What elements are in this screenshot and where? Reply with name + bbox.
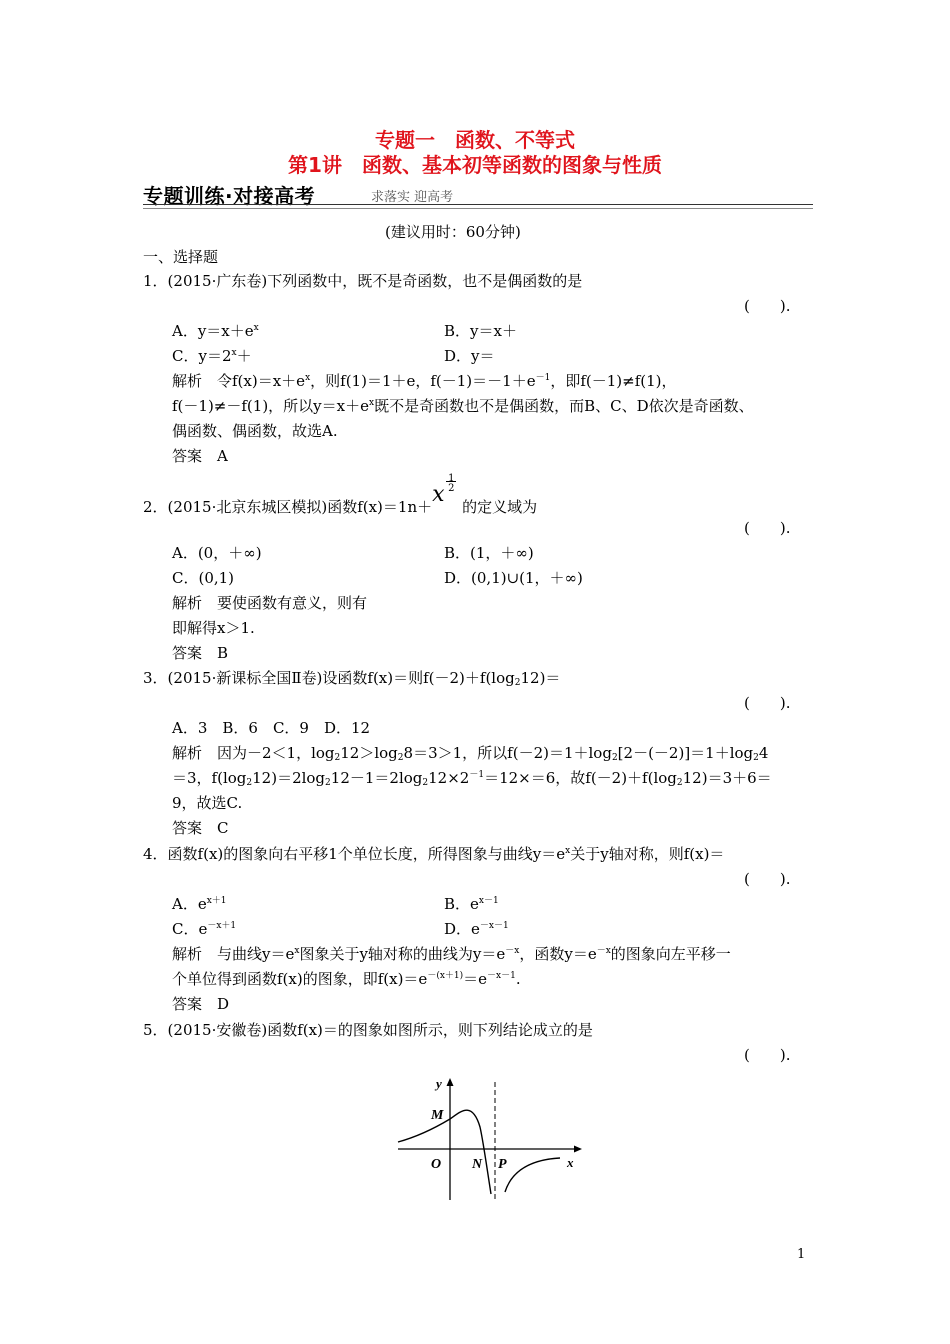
- q1-analysis-line1: 解析 令$f(x)=x+e^x$，则f(1)＝1＋e，$f(-1)=-1+e^{-1}$，即f(－1)≠f(1)，: [172, 372, 677, 390]
- q2-analysis-line2: 即解得x＞1.: [172, 619, 255, 637]
- q3-bracket: ( ).: [744, 694, 791, 712]
- q2-option-c: C．(0,1): [172, 569, 235, 587]
- q4-option-a: A．$e^{x+1}$: [172, 895, 227, 913]
- y-axis-arrow: [447, 1078, 454, 1086]
- q5-bracket: ( ).: [744, 1046, 791, 1064]
- y-label: y: [436, 1076, 442, 1091]
- function-graph: [392, 1072, 592, 1204]
- q3-analysis-line1: 解析 因为－2＜1，$\log_212>\log_28=3>1$，所以$f(-2)=1+\log_2[2-(-2)]=1+\log_24$: [172, 744, 769, 763]
- q1-option-b: B．y＝x＋: [444, 322, 517, 340]
- q4-answer: 答案 D: [172, 995, 230, 1013]
- q3-analysis-line2: ＝3，$f(\log_212)=2\log_212-1=2\log_212\times 2^{-1}=12\times=6$，故$f(-2)+f(\log_212)=3+6=$: [172, 769, 772, 788]
- q4-analysis-line2: 个单位得到函数f(x)的图象，即$f(x)=e^{-(x+1)}=e^{-x-1}$.: [172, 970, 521, 988]
- time-note: (建议用时：60分钟): [385, 223, 521, 241]
- q3-stem: 3．(2015·新课标全国Ⅱ卷)设函数f(x)＝则$f(-2)+f(\log_212)=$: [143, 669, 561, 688]
- q2-answer: 答案 B: [172, 644, 229, 662]
- q4-option-b: B．$e^{x-1}$: [444, 895, 499, 913]
- q5-stem: 5．(2015·安徽卷)函数f(x)＝的图象如图所示，则下列结论成立的是: [143, 1021, 593, 1039]
- chapter-title: 专题一 函数、不等式: [375, 128, 575, 152]
- q1-option-c: C．$y=2^x+$: [172, 347, 252, 365]
- right-branch: [505, 1158, 560, 1192]
- q4-option-d: D．$e^{-x-1}$: [444, 920, 509, 938]
- q2-option-a: A．(0，＋∞): [172, 544, 262, 562]
- q1-analysis-line2: f(－1)≠－f(1)，所以$y=x+e^x$既不是奇函数也不是偶函数，而B、C、D依次是奇函数、: [172, 397, 754, 415]
- q1-answer: 答案 A: [172, 447, 228, 465]
- q1-option-d: D．y＝: [444, 347, 495, 365]
- q2-option-d: D．(0,1)∪(1，＋∞): [444, 569, 583, 587]
- page-number: 1: [797, 1247, 806, 1262]
- point-n-label: N: [472, 1157, 483, 1172]
- section-heading: 一、选择题: [143, 248, 219, 266]
- q1-bracket: ( ).: [744, 297, 791, 315]
- q3-options: A．3 B．6 C．9 D．12: [172, 719, 371, 737]
- q1-stem: 1．(2015·广东卷)下列函数中，既不是奇函数，也不是偶函数的是: [143, 272, 583, 290]
- q2-bracket: ( ).: [744, 519, 791, 537]
- q4-stem: 4．函数f(x)的图象向右平移1个单位长度，所得图象与曲线$y=e^x$关于y轴对称，则f(x)＝: [143, 845, 725, 863]
- point-p-label: P: [498, 1157, 507, 1172]
- x-label: x: [567, 1155, 574, 1170]
- section-banner: [143, 180, 813, 208]
- q4-option-c: C．$e^{-x+1}$: [172, 920, 237, 938]
- left-branch: [398, 1110, 491, 1194]
- lesson-title: 第1讲 函数、基本初等函数的图象与性质: [288, 153, 662, 177]
- q2-analysis-line1: 解析 要使函数有意义，则有: [172, 594, 368, 612]
- q3-answer: 答案 C: [172, 819, 229, 837]
- point-m-label: M: [431, 1108, 444, 1123]
- x-axis-arrow: [574, 1146, 582, 1153]
- q4-analysis-line1: 解析 与曲线$y=e^x$图象关于y轴对称的曲线为$y=e^{-x}$，函数$y=e^{-x}$的图象向左平移一: [172, 945, 731, 963]
- q4-bracket: ( ).: [744, 870, 791, 888]
- q1-option-a: A．$y=x+e^x$: [172, 322, 259, 340]
- q2-option-b: B．(1，＋∞): [444, 544, 534, 562]
- origin-label: O: [431, 1157, 442, 1172]
- q1-analysis-line3: 偶函数、偶函数，故选A.: [172, 422, 338, 440]
- q2-stem: 2．(2015·北京东城区模拟)函数f(x)＝1n＋ x 1 2 的定义域为: [143, 473, 538, 516]
- banner-sub: 求落实 迎高考: [371, 190, 454, 205]
- banner-main: 专题训练·对接高考: [143, 184, 316, 208]
- q3-analysis-line3: 9，故选C.: [172, 794, 243, 812]
